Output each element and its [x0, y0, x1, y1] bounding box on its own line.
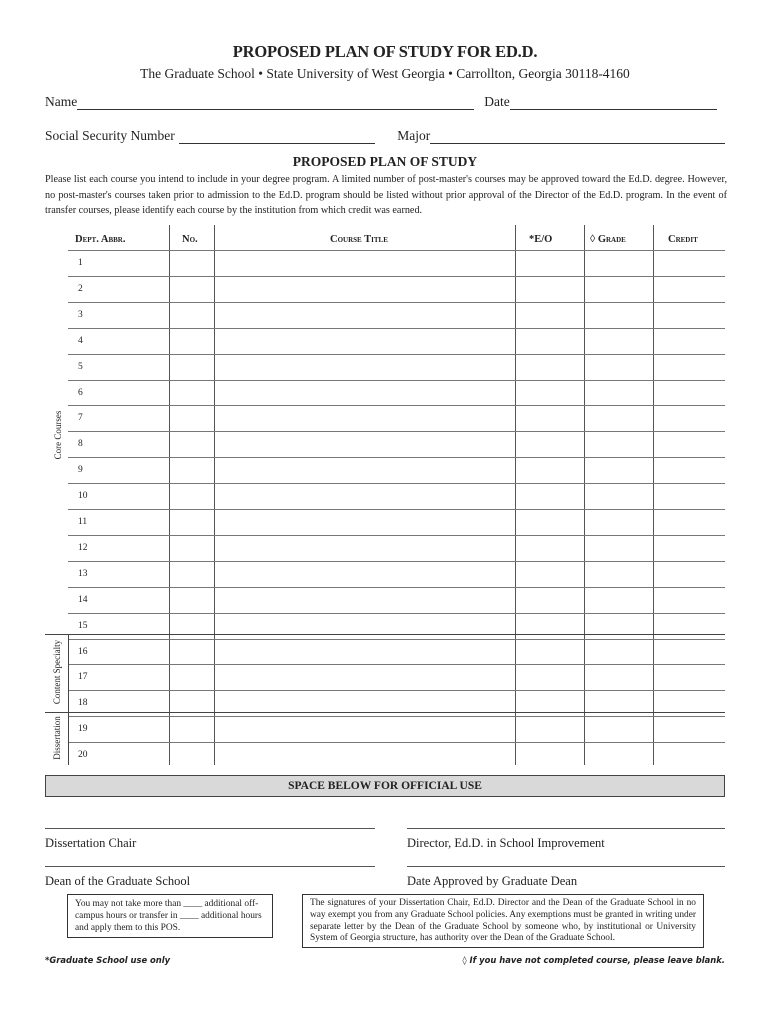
- plan-instructions: Please list each course you intend to include in your degree program. A limited number of post-master's courses may be approved toward the Ed.D. degree. However, no post-master's courses taken prior to admission to the Ed.D. program should be listed without prior approval of the Director of the Ed.D. program. In the event of transfer courses, please identify each course by the institution from which credit was earned.: [45, 174, 727, 216]
- ssn-field[interactable]: [179, 130, 376, 144]
- row-number: 15: [78, 620, 88, 631]
- row-number: 7: [78, 413, 83, 424]
- row-number: 19: [78, 724, 88, 735]
- group-label-content: Content Specialty: [52, 639, 62, 705]
- signature-line: [45, 828, 375, 836]
- row-number: 14: [78, 594, 88, 605]
- plan-heading: PROPOSED PLAN OF STUDY: [292, 154, 478, 169]
- date-approved-signature[interactable]: [407, 866, 725, 889]
- row-number: 1: [78, 258, 83, 268]
- table-row[interactable]: [68, 328, 725, 354]
- date-approved-label: Date Approved by Graduate Dean: [407, 874, 578, 888]
- director-label: Director, Ed.D. in School Improvement: [407, 836, 605, 850]
- row-number: 20: [78, 750, 88, 761]
- table-row[interactable]: [68, 535, 725, 561]
- row-number: 13: [78, 568, 88, 579]
- major-field[interactable]: [430, 130, 725, 144]
- group-divider: [45, 712, 725, 713]
- row-number: 16: [78, 646, 88, 657]
- row-number: 17: [78, 672, 88, 683]
- hours-note-box: You may not take more than ____ additional off-campus hours or transfer in ____ additional hours and apply them to this POS.: [67, 894, 273, 938]
- table-row[interactable]: [68, 302, 725, 328]
- dissertation-chair-signature[interactable]: [45, 828, 375, 851]
- row-number: 8: [78, 439, 83, 450]
- date-label: Date: [484, 94, 510, 109]
- group-label-dissertation: Dissertation: [52, 716, 62, 760]
- signature-line: [45, 866, 375, 874]
- column-header-grade: ◊ Grade: [590, 234, 626, 245]
- table-row[interactable]: [68, 639, 725, 665]
- row-number: 4: [78, 335, 83, 346]
- row-number: 3: [78, 309, 83, 320]
- table-row[interactable]: [68, 457, 725, 483]
- table-row[interactable]: [68, 509, 725, 535]
- table-row[interactable]: [68, 250, 725, 276]
- table-row[interactable]: [68, 431, 725, 457]
- major-label: Major: [397, 128, 431, 143]
- signature-line: [407, 828, 725, 836]
- row-number: 12: [78, 542, 88, 553]
- course-table: [45, 225, 725, 765]
- column-header-no: No.: [182, 234, 198, 245]
- row-number: 9: [78, 465, 83, 476]
- row-number: 10: [78, 491, 88, 502]
- name-label: Name: [45, 94, 78, 109]
- table-row[interactable]: [68, 380, 725, 406]
- table-row[interactable]: [68, 405, 725, 431]
- dean-signature[interactable]: [45, 866, 375, 889]
- table-row[interactable]: [68, 664, 725, 690]
- column-header-credit: Credit: [668, 234, 698, 245]
- column-header-eo: *E/O: [529, 234, 553, 245]
- date-field[interactable]: [510, 96, 717, 110]
- table-row[interactable]: [68, 561, 725, 587]
- row-number: 18: [78, 698, 88, 709]
- institution-line: The Graduate School • State University of West Georgia • Carrollton, Georgia 30118-4160: [140, 66, 630, 81]
- column-header-dept: Dept. Abbr.: [75, 234, 126, 245]
- table-row[interactable]: [68, 742, 725, 768]
- name-field[interactable]: [77, 96, 474, 110]
- form-title: PROPOSED PLAN OF STUDY FOR ED.D.: [232, 42, 538, 61]
- dean-label: Dean of the Graduate School: [45, 874, 191, 888]
- column-header-title: Course Title: [330, 234, 388, 245]
- row-number: 5: [78, 361, 83, 372]
- table-row[interactable]: [68, 276, 725, 302]
- ssn-label: Social Security Number: [45, 128, 175, 143]
- group-label-core: Core Courses: [53, 410, 63, 460]
- table-row[interactable]: [68, 483, 725, 509]
- signatures-note-box: The signatures of your Dissertation Chair, Ed.D. Director and the Dean of the Graduate School in no way exempt you from any Graduate School policies. Any exemptions must be granted in writing under separate letter by the Dean of the Graduate School by someone who, by institutional or University System of Georgia structure, has authority over the Dean of the Graduate School.: [302, 894, 704, 948]
- footnote-grade-blank: ◊ If you have not completed course, please leave blank.: [462, 955, 725, 965]
- table-row[interactable]: [68, 716, 725, 742]
- official-use-banner: SPACE BELOW FOR OFFICIAL USE: [45, 775, 725, 797]
- footnote-graduate-use: *Graduate School use only: [45, 955, 171, 965]
- name-date-row: [45, 92, 725, 110]
- table-row[interactable]: [68, 354, 725, 380]
- row-number: 2: [78, 283, 83, 294]
- table-row[interactable]: [68, 587, 725, 613]
- row-number: 11: [78, 517, 88, 527]
- group-divider: [45, 634, 725, 635]
- director-signature[interactable]: [407, 828, 725, 851]
- signature-line: [407, 866, 725, 874]
- group-divider: [68, 634, 69, 765]
- row-number: 6: [78, 387, 83, 398]
- ssn-major-row: [45, 126, 725, 144]
- dissertation-chair-label: Dissertation Chair: [45, 836, 137, 850]
